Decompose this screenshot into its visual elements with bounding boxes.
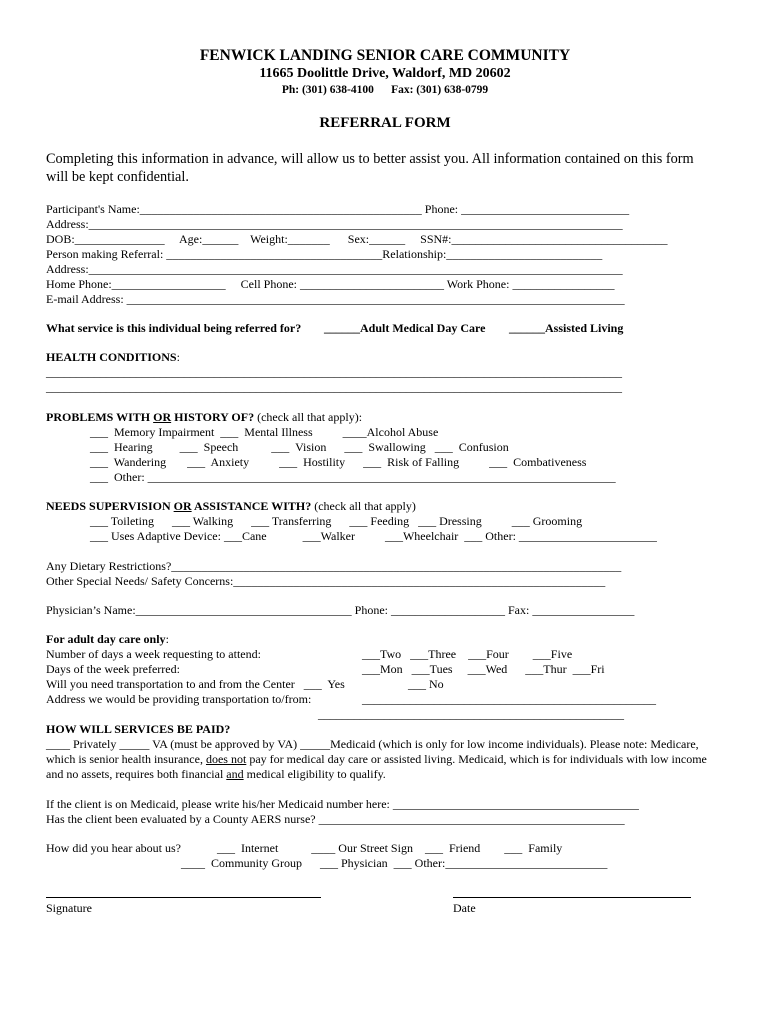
person-making-referral-field[interactable]: Person making Referral: ____________________________________Relationship:__________________________ — [46, 247, 603, 261]
referral-source-row-1[interactable]: How did you hear about us? ___ Internet ____ Our Street Sign ___ Friend ___ Family — [46, 841, 563, 855]
physician-field[interactable]: Physician’s Name:____________________________________ Phone: ___________________ Fax: _________________ — [46, 603, 635, 617]
transport-address-line-2[interactable]: ___________________________________________________ — [318, 707, 624, 721]
health-conditions-line-1[interactable]: ________________________________________________________________________________________________ — [46, 365, 622, 379]
transportation-yes[interactable]: Will you need transportation to and from the Center ___ Yes — [46, 677, 345, 691]
phone-numbers-field[interactable]: Home Phone:___________________ Cell Phone: ________________________ Work Phone: _________________ — [46, 277, 615, 291]
payment-text-c: medical eligibility to qualify. — [243, 767, 386, 781]
signature-label: Signature — [46, 901, 92, 915]
transport-address-label: Address we would be providing transportation to/from: — [46, 692, 312, 706]
days-preferred-options[interactable]: ___Mon ___Tues ___Wed ___Thur ___Fri — [362, 662, 605, 676]
days-per-week-options[interactable]: ___Two ___Three ___Four ___Five — [362, 647, 573, 661]
service-option-assisted-living[interactable]: ______Assisted Living — [509, 321, 624, 335]
health-conditions-line-2[interactable]: ________________________________________________________________________________________________ — [46, 380, 622, 394]
payment-text-a: ____ Privately _____ VA (must be approved by VA) _____Medicaid (which is only for low income individuals). Please note: Medicare, which is senior health insurance, — [46, 737, 699, 766]
problems-title-note: (check all that apply): — [254, 410, 363, 424]
org-contact: Ph: (301) 638-4100 Fax: (301) 638-0799 — [281, 84, 489, 96]
service-option-day-care[interactable]: ______Adult Medical Day Care — [324, 321, 486, 335]
aers-evaluation-field[interactable]: Has the client been evaluated by a County AERS nurse? ___________________________________________________ — [46, 812, 625, 826]
problems-title-or: OR — [153, 410, 172, 424]
problems-row-other[interactable]: ___ Other: ______________________________________________________________________________ — [90, 470, 616, 484]
days-per-week-label: Number of days a week requesting to attend: — [46, 647, 261, 661]
payment-options-paragraph[interactable] — [46, 737, 716, 782]
supervision-row-1[interactable]: ___ Toileting ___ Walking ___ Transferring ___ Feeding ___ Dressing ___ Grooming — [90, 514, 583, 528]
problems-row-2[interactable]: ___ Hearing ___ Speech ___ Vision ___ Swallowing ___ Confusion — [90, 440, 509, 454]
form-title: REFERRAL FORM — [319, 115, 451, 131]
payment-text-b: pay for medical day care or assisted living. Medicaid, which is for individuals with low income and no assets, requires both financial — [46, 752, 707, 781]
dietary-restrictions-field[interactable]: Any Dietary Restrictions?___________________________________________________________________________ — [46, 559, 622, 573]
supervision-title-note: (check all that apply) — [311, 499, 416, 513]
signature-line[interactable] — [46, 897, 321, 898]
transport-address-line-1[interactable]: _________________________________________________ — [362, 692, 656, 706]
problems-row-3[interactable]: ___ Wandering ___ Anxiety ___ Hostility ___ Risk of Falling ___ Combativeness — [90, 455, 587, 469]
problems-title-a: PROBLEMS WITH — [46, 410, 154, 424]
supervision-title-b: ASSISTANCE WITH? — [191, 499, 312, 513]
intro-text: Completing this information in advance, will allow us to better assist you. All information contained on this form will be kept confidential. — [46, 151, 694, 185]
health-conditions-heading — [46, 350, 180, 364]
date-line[interactable] — [453, 897, 691, 898]
days-preferred-label: Days of the week preferred: — [46, 662, 180, 676]
health-conditions-colon: : — [176, 350, 180, 364]
problems-heading — [46, 410, 362, 424]
participant-name-field[interactable]: Participant's Name:_______________________________________________ Phone: ____________________________ — [46, 202, 630, 216]
day-care-heading — [46, 632, 169, 646]
date-label: Date — [453, 901, 476, 915]
problems-title-b: HISTORY OF? — [171, 410, 255, 424]
medicaid-number-field[interactable]: If the client is on Medicaid, please write his/her Medicaid number here: _________________________________________ — [46, 797, 639, 811]
referrer-address-field[interactable]: Address:_________________________________________________________________________________________ — [46, 262, 623, 276]
payment-text-does-not: does not — [205, 752, 247, 766]
email-field[interactable]: E-mail Address: ___________________________________________________________________________________ — [46, 292, 625, 306]
service-question: What service is this individual being referred for? — [46, 321, 302, 335]
health-conditions-label: HEALTH CONDITIONS — [46, 350, 177, 364]
dob-age-weight-sex-ssn-field[interactable]: DOB:_______________ Age:______ Weight:_______ Sex:______ SSN#:____________________________________ — [46, 232, 668, 246]
day-care-title: For adult day care only — [46, 632, 166, 646]
payment-text-and: and — [226, 767, 244, 781]
supervision-heading — [46, 499, 416, 513]
supervision-row-2[interactable]: ___ Uses Adaptive Device: ___Cane ___Walker ___Wheelchair ___ Other: _______________________ — [90, 529, 657, 543]
supervision-title-or: OR — [173, 499, 192, 513]
supervision-title-a: NEEDS SUPERVISION — [46, 499, 174, 513]
special-needs-field[interactable]: Other Special Needs/ Safety Concerns:______________________________________________________________ — [46, 574, 606, 588]
day-care-title-colon: : — [165, 632, 169, 646]
referral-source-row-2[interactable]: ____ Community Group ___ Physician ___ Other:___________________________ — [181, 856, 608, 870]
payment-heading: HOW WILL SERVICES BE PAID? — [46, 722, 231, 736]
org-name: FENWICK LANDING SENIOR CARE COMMUNITY — [199, 47, 571, 64]
participant-address-field[interactable]: Address:_________________________________________________________________________________________ — [46, 217, 623, 231]
transportation-no[interactable]: ___ No — [408, 677, 444, 691]
problems-row-1[interactable]: ___ Memory Impairment ___ Mental Illness ____Alcohol Abuse — [90, 425, 439, 439]
org-address: 11665 Doolittle Drive, Waldorf, MD 20602 — [259, 66, 511, 81]
